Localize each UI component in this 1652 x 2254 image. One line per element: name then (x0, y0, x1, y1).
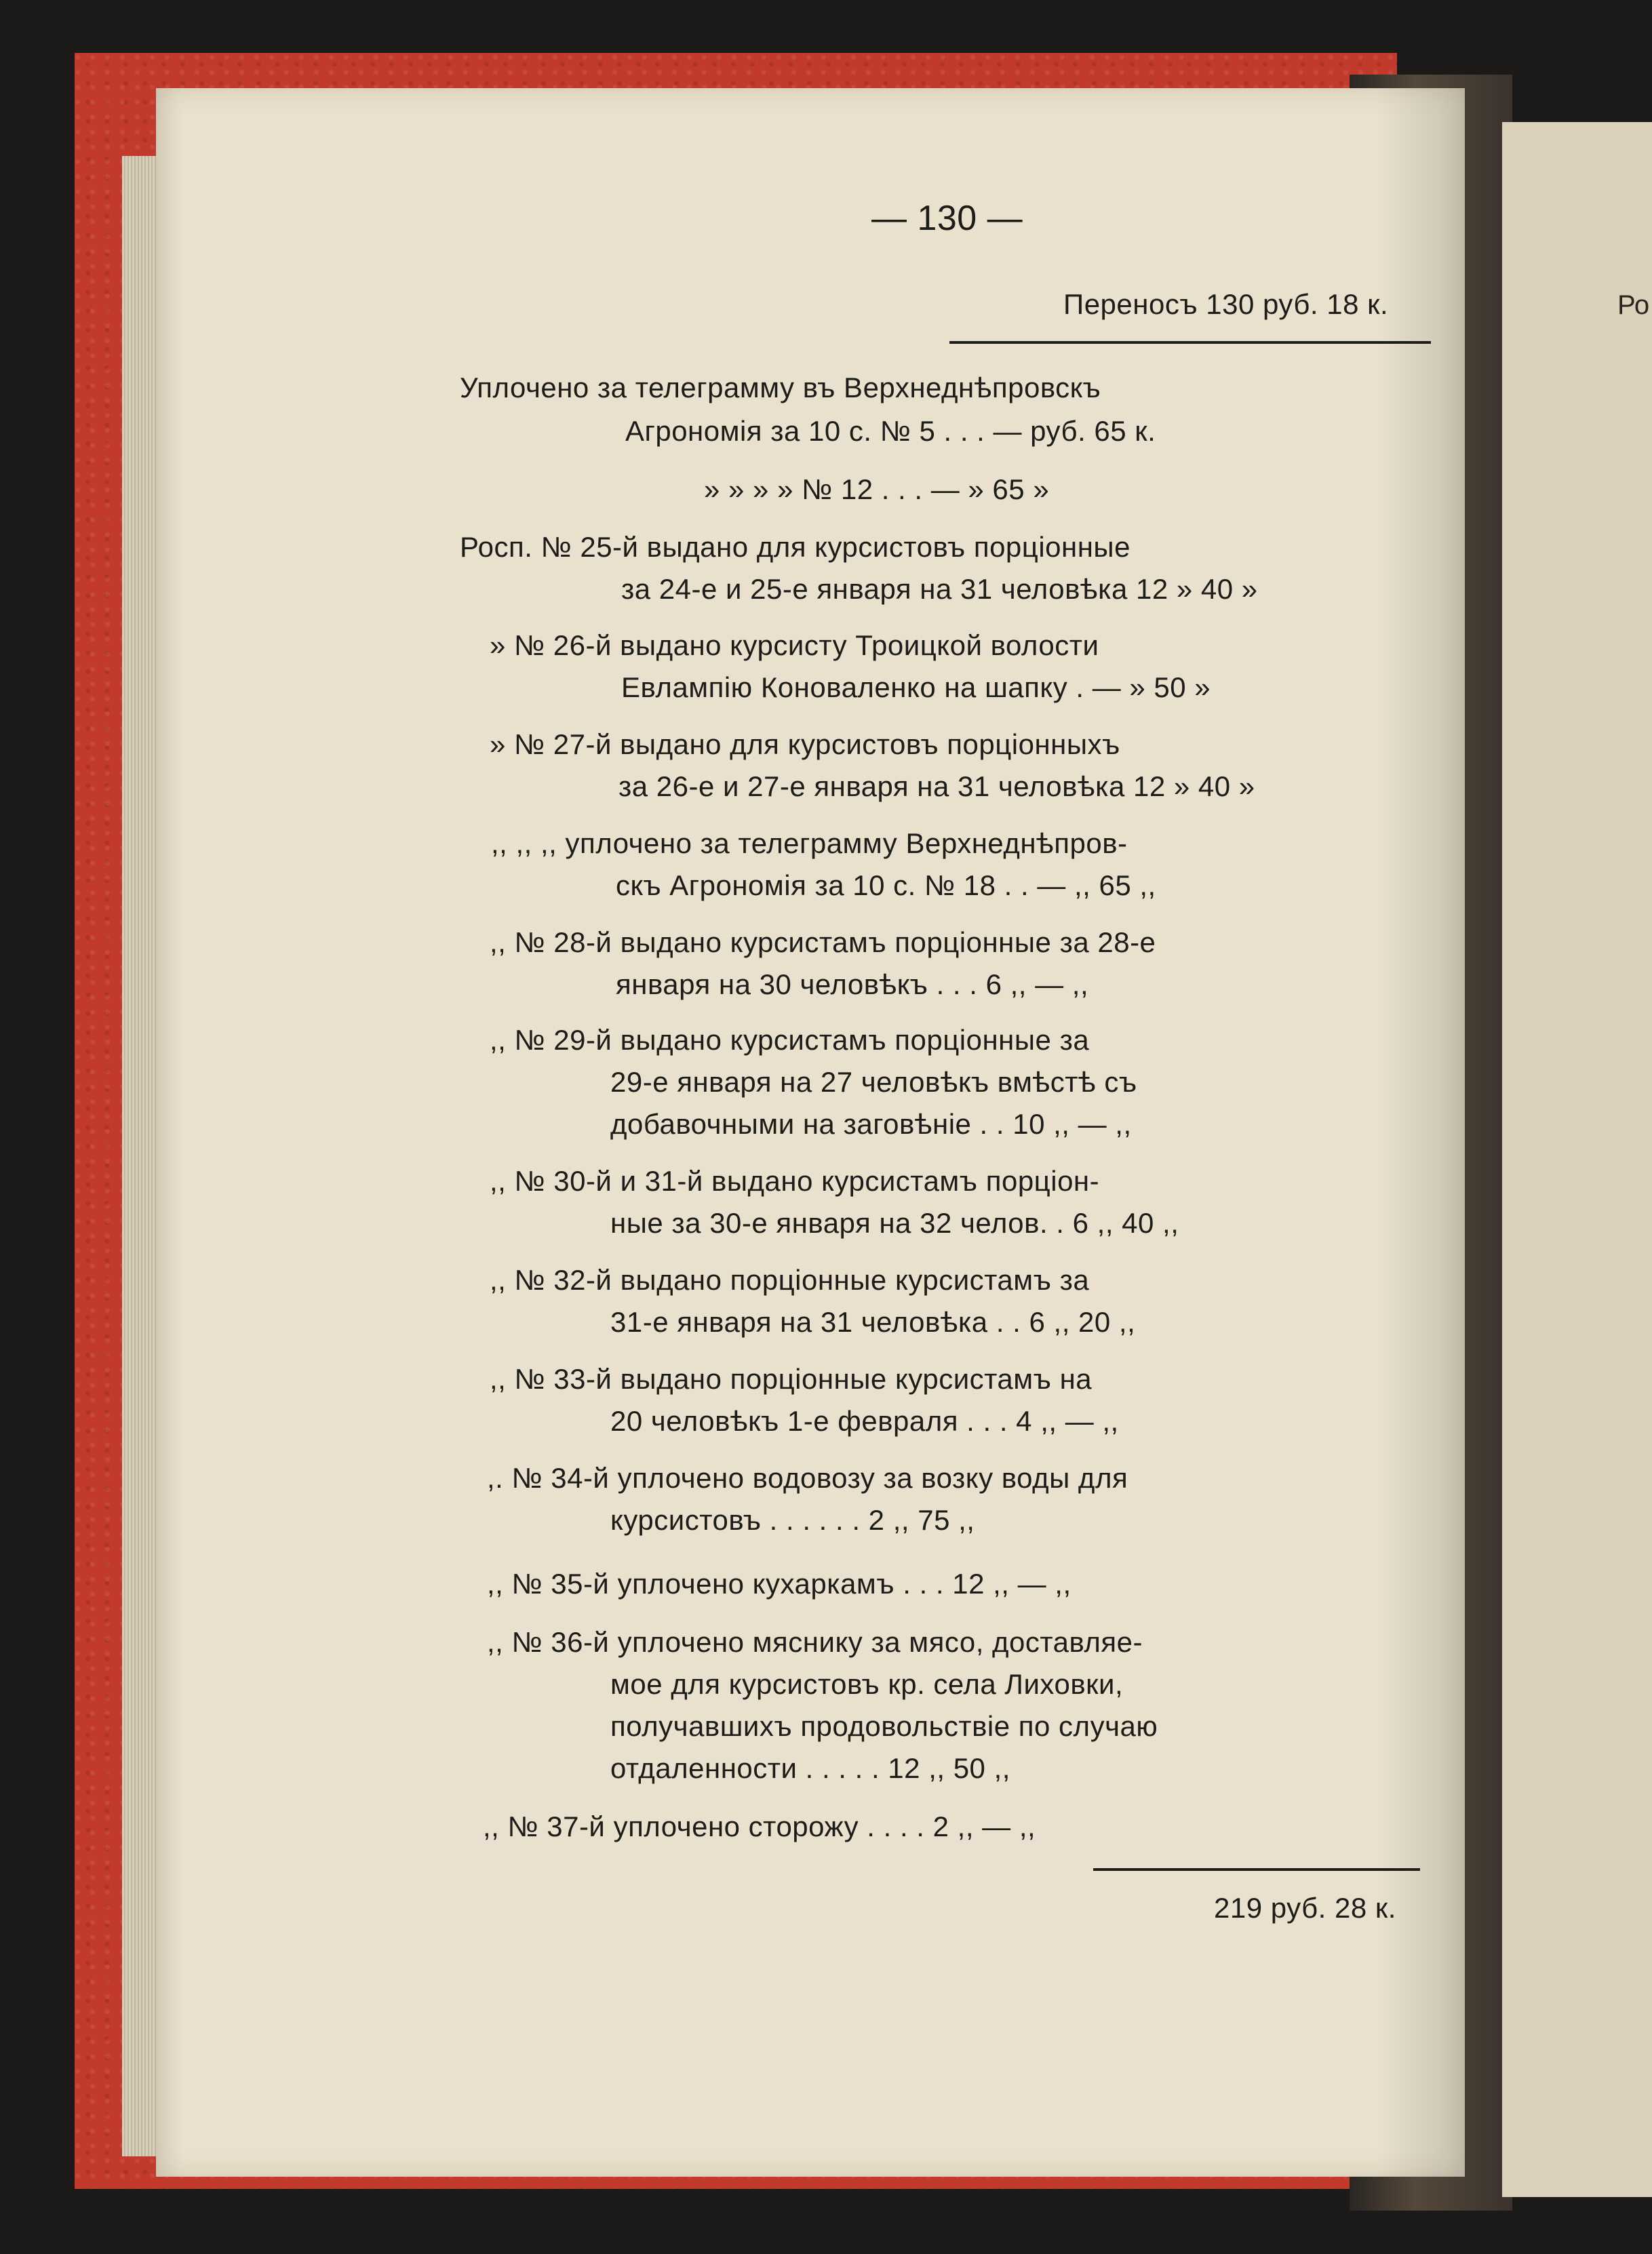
entry-line: Агрономія за 10 с. № 5 . . . — руб. 65 к. (625, 415, 1156, 447)
entry-line: ,, № 30-й и 31-й выдано курсистамъ порціон- (490, 1165, 1100, 1197)
entry-line: 31-е января на 31 человѣка . . 6 ,, 20 ,, (610, 1306, 1136, 1338)
entry-line: добавочными на заговѣніе . . 10 ,, — ,, (610, 1108, 1132, 1140)
entry-line: января на 30 человѣкъ . . . 6 ,, — ,, (616, 968, 1089, 1000)
entry-line: ,, № 32-й выдано порціонные курсистамъ за (490, 1264, 1090, 1296)
entry-line: мое для курсистовъ кр. села Лиховки, (610, 1668, 1124, 1700)
entry-line: Уплочено за телеграмму въ Верхнеднѣпровскъ (460, 372, 1101, 403)
entry-line: ,, ,, ,, уплочено за телеграмму Верхнеднѣпров- (491, 827, 1128, 859)
entry-line: ,, № 37-й уплочено сторожу . . . . 2 ,, — ,, (483, 1811, 1036, 1842)
carry-forward-rule (949, 341, 1431, 344)
entry-line: ,, № 35-й уплочено кухаркамъ . . . 12 ,, — ,, (487, 1568, 1071, 1600)
entry-line: получавшихъ продовольствіе по случаю (610, 1710, 1158, 1742)
entry-line: ,, № 33-й выдано порціонные курсистамъ на (490, 1363, 1093, 1395)
entry-line: ,. № 34-й уплочено водовозу за возку воды для (487, 1462, 1128, 1494)
total: 219 руб. 28 к. (1214, 1892, 1396, 1924)
facing-page-text: Ро (1617, 290, 1650, 320)
page-number: — 130 — (871, 199, 1023, 238)
entry-line: » № 26-й выдано курсисту Троицкой волости (490, 629, 1099, 661)
entry-line: курсистовъ . . . . . . 2 ,, 75 ,, (610, 1504, 975, 1536)
entry-line: 20 человѣкъ 1-е февраля . . . 4 ,, — ,, (610, 1405, 1119, 1437)
carry-forward: Переносъ 130 руб. 18 к. (1063, 288, 1389, 320)
entry-line: Росп. № 25-й выдано для курсистовъ порціонные (460, 531, 1130, 563)
entry-line: ,, № 36-й уплочено мяснику за мясо, доставляе- (487, 1626, 1143, 1658)
entry-line: » » » » № 12 . . . — » 65 » (704, 473, 1050, 505)
entry-line: Евлампію Коноваленко на шапку . — » 50 » (621, 671, 1211, 703)
entry-line: скъ Агрономія за 10 с. № 18 . . — ,, 65 ,, (616, 869, 1156, 901)
entry-line: ,, № 29-й выдано курсистамъ порціонные за (490, 1024, 1090, 1056)
entry-line: за 24-е и 25-е января на 31 человѣка 12 » 40 » (621, 573, 1258, 605)
entry-line: » № 27-й выдано для курсистовъ порціонныхъ (490, 728, 1120, 760)
entry-line: ,, № 28-й выдано курсистамъ порціонные за 28-е (490, 926, 1156, 958)
entry-line: ные за 30-е января на 32 челов. . 6 ,, 40 ,, (610, 1207, 1179, 1239)
entry-line: 29-е января на 27 человѣкъ вмѣстѣ съ (610, 1066, 1137, 1098)
entry-line: за 26-е и 27-е января на 31 человѣка 12 » 40 » (618, 770, 1255, 802)
entry-line: отдаленности . . . . . 12 ,, 50 ,, (610, 1752, 1010, 1784)
total-rule (1093, 1868, 1420, 1871)
facing-page (1502, 122, 1652, 2197)
